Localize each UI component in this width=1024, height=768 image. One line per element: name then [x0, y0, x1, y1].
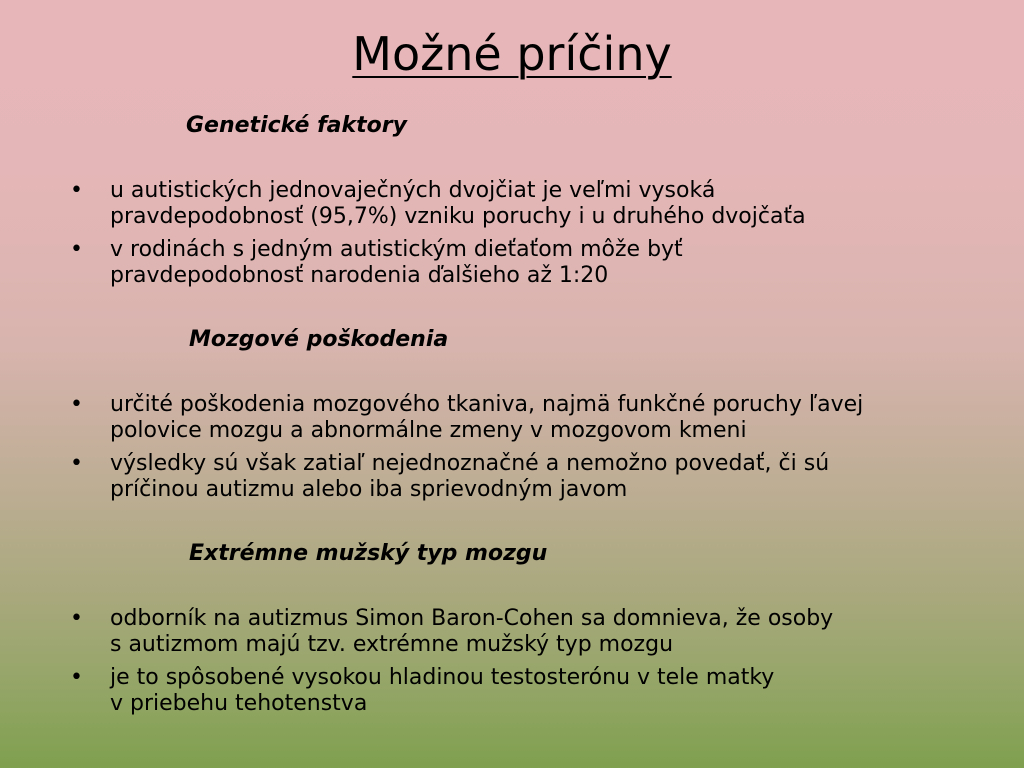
bullet-text: [110, 665, 990, 717]
bullet-line: výsledky sú však zatiaľ nejednoznačné a nemožno povedať, či sú: [110, 451, 830, 476]
bullet-icon: •: [70, 237, 83, 262]
section-heading-male-brain: Extrémne mužský typ mozgu: [189, 541, 548, 566]
bullet-line: u autistických jednovaječných dvojčiat je veľmi vysoká: [110, 178, 716, 203]
bullet-line: určité poškodenia mozgového tkaniva, najmä funkčné poruchy ľavej: [110, 392, 864, 417]
bullet-text: [110, 237, 990, 289]
bullet-line: s autizmom majú tzv. extrémne mužský typ mozgu: [110, 632, 674, 657]
bullet-line: v priebehu tehotenstva: [110, 691, 368, 716]
bullet-line: príčinou autizmu alebo iba sprievodným javom: [110, 477, 628, 502]
bullet-line: pravdepodobnosť (95,7%) vzniku poruchy i u druhého dvojčaťa: [110, 204, 806, 229]
bullet-line: polovice mozgu a abnormálne zmeny v mozgovom kmeni: [110, 418, 747, 443]
bullet-line: odborník na autizmus Simon Baron-Cohen sa domnieva, že osoby: [110, 606, 834, 631]
bullet-icon: •: [70, 606, 83, 631]
bullet-icon: •: [70, 392, 83, 417]
bullet-line: v rodinách s jedným autistickým dieťaťom môže byť: [110, 237, 683, 262]
section-heading-genetic: Genetické faktory: [186, 113, 407, 138]
bullet-text: [110, 451, 990, 503]
bullet-text: [110, 178, 990, 230]
bullet-icon: •: [70, 178, 83, 203]
bullet-text: [110, 392, 990, 444]
slide-title: Možné príčiny: [352, 27, 672, 81]
section-heading-brain-damage: Mozgové poškodenia: [189, 327, 449, 352]
bullet-icon: •: [70, 451, 83, 476]
bullet-icon: •: [70, 665, 83, 690]
bullet-text: [110, 606, 990, 658]
bullet-line: pravdepodobnosť narodenia ďalšieho až 1:20: [110, 263, 609, 288]
bullet-line: je to spôsobené vysokou hladinou testosterónu v tele matky: [110, 665, 775, 690]
